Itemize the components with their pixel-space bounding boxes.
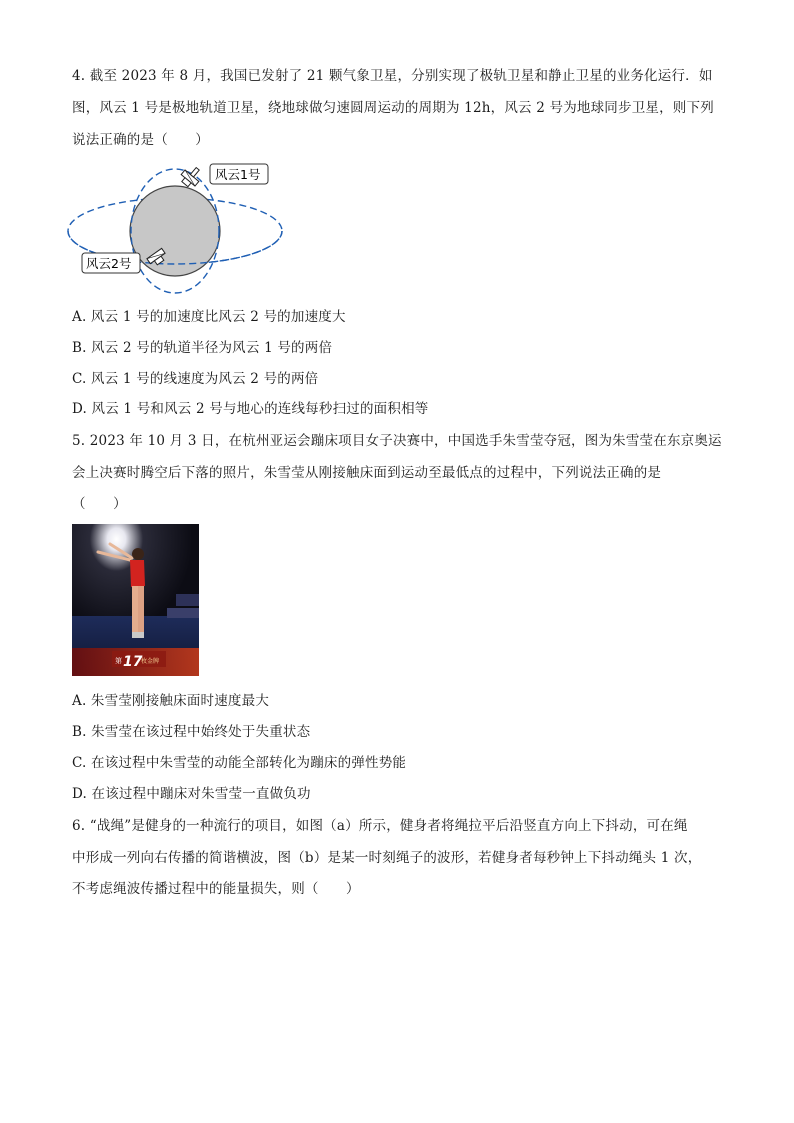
q4-option-b: B. 风云 2 号的轨道半径为风云 1 号的两倍 xyxy=(72,340,333,356)
q5-stem-line-3: （ ） xyxy=(72,496,127,512)
q5-stem-line-1: 5. 2023 年 10 月 3 日，在杭州亚运会蹦床项目女子决赛中，中国选手朱雪莹夺冠，图为朱雪莹在东京奥运 xyxy=(72,433,722,449)
q5-option-b: B. 朱雪莹在该过程中始终处于失重状态 xyxy=(72,724,311,740)
satellite-1-icon xyxy=(178,163,205,190)
photo-badge-suffix: 枚金牌 xyxy=(141,658,160,665)
q4-stem-line-3: 说法正确的是（ ） xyxy=(72,132,209,148)
q4-option-c: C. 风云 1 号的线速度为风云 2 号的两倍 xyxy=(72,371,319,387)
q4-option-a: A. 风云 1 号的加速度比风云 2 号的加速度大 xyxy=(72,309,346,325)
q4-stem-line-1: 4. 截至 2023 年 8 月，我国已发射了 21 颗气象卫星，分别实现了极轨卫星和静止卫星的业务化运行．如 xyxy=(72,68,713,84)
trampoline-photo xyxy=(72,524,199,676)
photo-badge-prefix: 第 xyxy=(115,657,122,665)
photo-badge-number: 17 xyxy=(123,654,143,670)
satellite-1-label: 风云1号 xyxy=(215,167,261,182)
q6-stem-line-3: 不考虑绳波传播过程中的能量损失，则（ ） xyxy=(72,881,360,897)
q5-option-d: D. 在该过程中蹦床对朱雪莹一直做负功 xyxy=(72,786,311,802)
q6-stem-line-2: 中形成一列向右传播的简谐横波，图（b）是某一时刻绳子的波形，若健身者每秒钟上下抖动绳头 1 次， xyxy=(72,850,702,866)
q6-stem-line-1: 6. “战绳”是健身的一种流行的项目，如图（a）所示，健身者将绳拉平后沿竖直方向上下抖动，可在绳 xyxy=(72,818,688,834)
q5-stem-line-2: 会上决赛时腾空后下落的照片，朱雪莹从刚接触床面到运动至最低点的过程中，下列说法正确的是 xyxy=(72,465,662,481)
q4-option-d: D. 风云 1 号和风云 2 号与地心的连线每秒扫过的面积相等 xyxy=(72,401,429,417)
satellite-2-label: 风云2号 xyxy=(86,256,132,271)
q4-stem-line-2: 图，风云 1 号是极地轨道卫星，绕地球做匀速圆周运动的周期为 12h，风云 2 号为地球同步卫星，则下列 xyxy=(72,100,714,116)
q5-option-c: C. 在该过程中朱雪莹的动能全部转化为蹦床的弹性势能 xyxy=(72,755,407,771)
satellite-orbit-figure xyxy=(66,156,292,302)
q5-option-a: A. 朱雪莹刚接触床面时速度最大 xyxy=(72,693,270,709)
